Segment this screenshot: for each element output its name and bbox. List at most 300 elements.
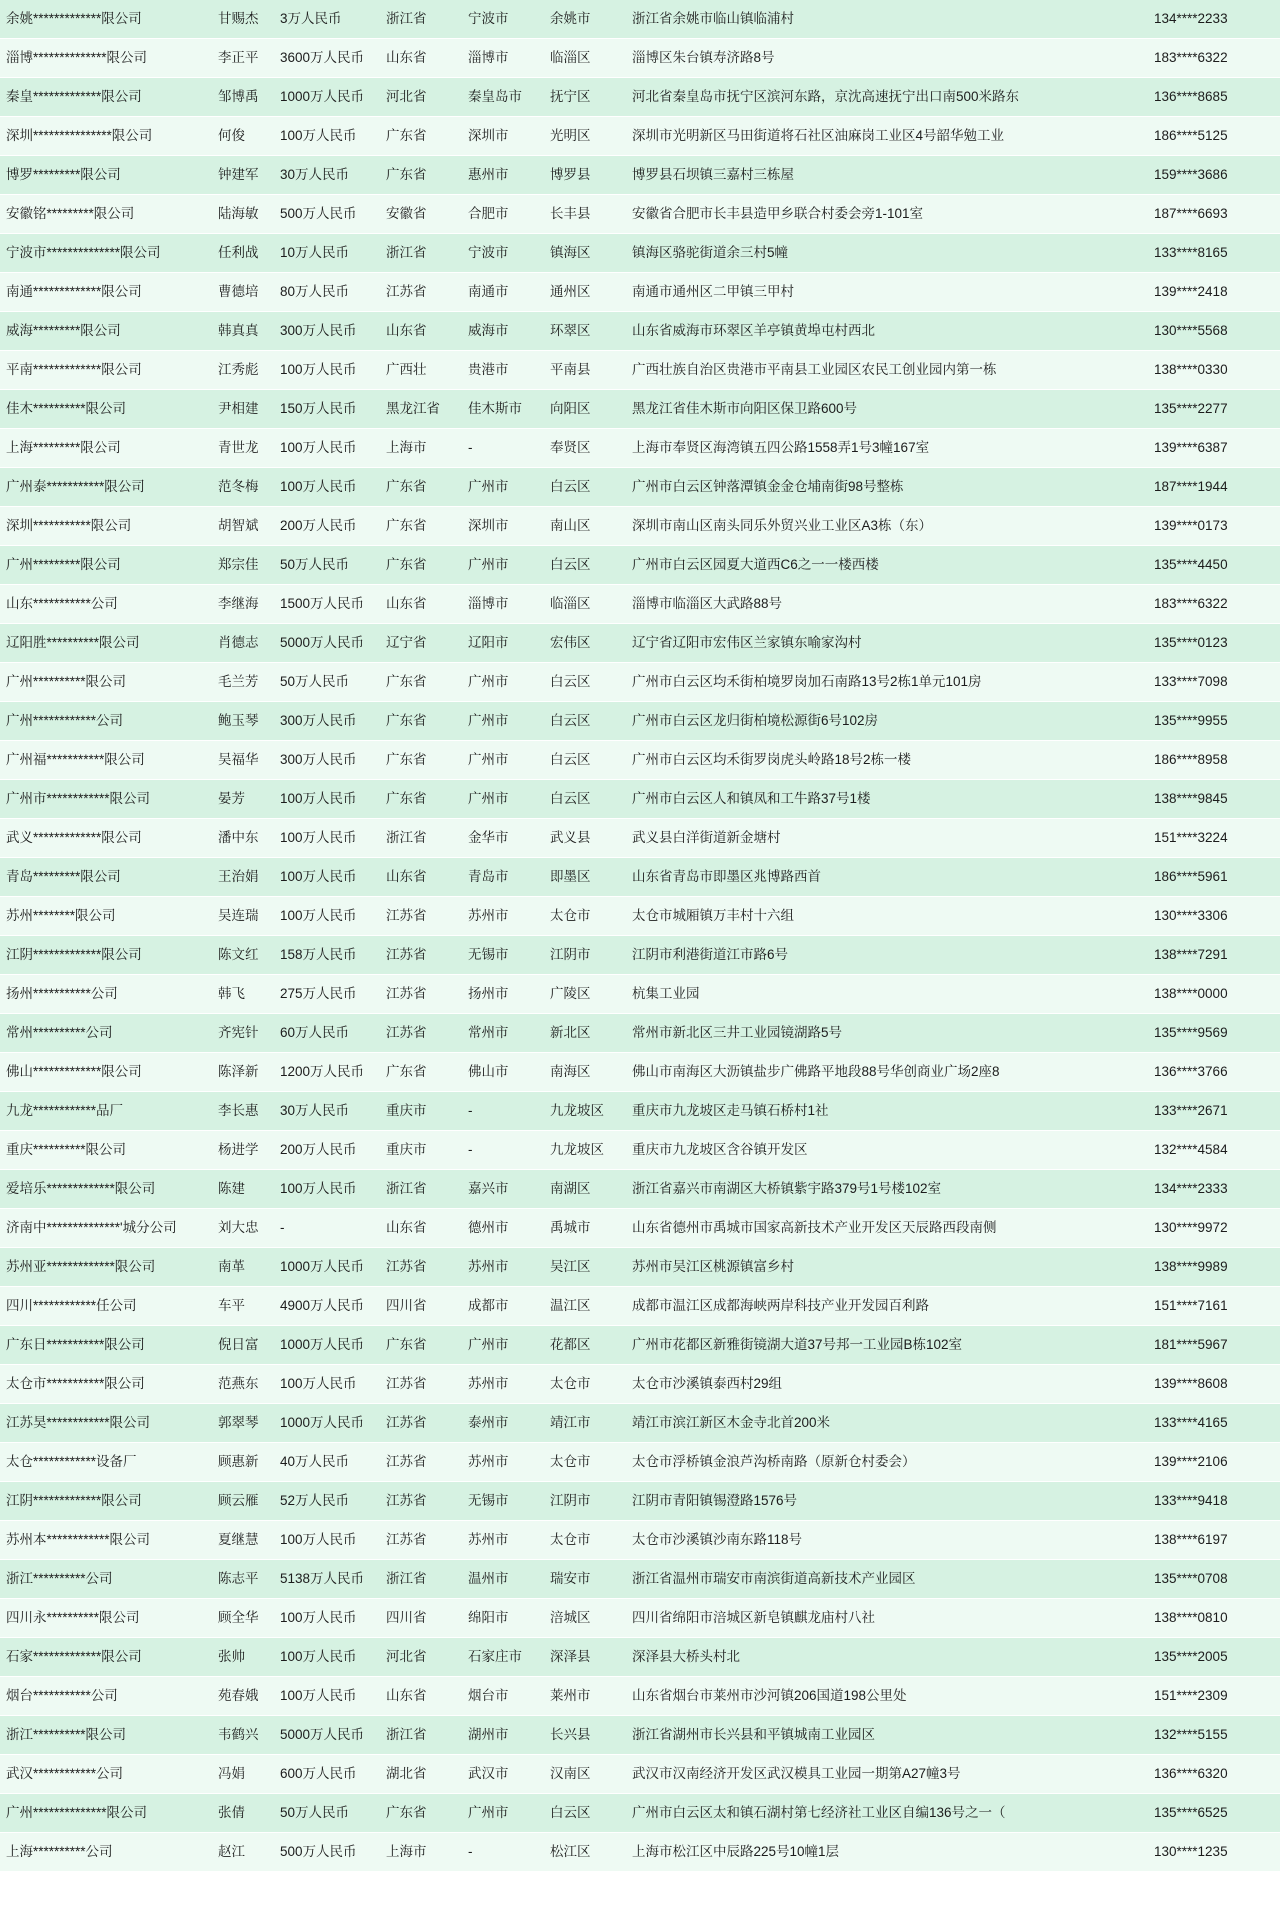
- cell-phone: 139****0173: [1148, 507, 1280, 546]
- cell-province: 江苏省: [380, 1482, 462, 1521]
- cell-capital: 50万人民币: [274, 1794, 380, 1833]
- cell-address: 重庆市九龙坡区含谷镇开发区: [626, 1131, 1148, 1170]
- cell-company: 江阴*************限公司: [0, 936, 212, 975]
- cell-address: 山东省烟台市莱州市沙河镇206国道198公里处: [626, 1677, 1148, 1716]
- cell-company: 平南*************限公司: [0, 351, 212, 390]
- cell-capital: 600万人民币: [274, 1755, 380, 1794]
- cell-city: 淄博市: [462, 39, 544, 78]
- cell-province: 浙江省: [380, 819, 462, 858]
- cell-district: 平南县: [544, 351, 626, 390]
- cell-person: 倪日富: [212, 1326, 274, 1365]
- cell-province: 广东省: [380, 1053, 462, 1092]
- cell-province: 安徽省: [380, 195, 462, 234]
- cell-person: 车平: [212, 1287, 274, 1326]
- cell-person: 冯娟: [212, 1755, 274, 1794]
- cell-city: 佳木斯市: [462, 390, 544, 429]
- cell-province: 广东省: [380, 741, 462, 780]
- cell-capital: 100万人民币: [274, 897, 380, 936]
- cell-capital: 1000万人民币: [274, 1326, 380, 1365]
- cell-address: 靖江市滨江新区木金寺北首200米: [626, 1404, 1148, 1443]
- cell-phone: 138****7291: [1148, 936, 1280, 975]
- cell-person: 郑宗佳: [212, 546, 274, 585]
- cell-company: 威海*********限公司: [0, 312, 212, 351]
- cell-company: 浙江**********公司: [0, 1560, 212, 1599]
- cell-district: 温江区: [544, 1287, 626, 1326]
- cell-address: 深圳市南山区南头同乐外贸兴业工业区A3栋（东）: [626, 507, 1148, 546]
- table-row: [0, 1794, 1280, 1833]
- cell-phone: 187****6693: [1148, 195, 1280, 234]
- cell-district: 涪城区: [544, 1599, 626, 1638]
- cell-city: 德州市: [462, 1209, 544, 1248]
- table-row: [0, 1092, 1280, 1131]
- cell-province: 浙江省: [380, 1170, 462, 1209]
- cell-company: 常州**********公司: [0, 1014, 212, 1053]
- cell-district: 南湖区: [544, 1170, 626, 1209]
- table-row: [0, 1287, 1280, 1326]
- cell-district: 博罗县: [544, 156, 626, 195]
- cell-address: 深泽县大桥头村北: [626, 1638, 1148, 1677]
- cell-capital: 1000万人民币: [274, 78, 380, 117]
- cell-city: 金华市: [462, 819, 544, 858]
- cell-district: 长兴县: [544, 1716, 626, 1755]
- cell-person: 范冬梅: [212, 468, 274, 507]
- cell-capital: -: [274, 1209, 380, 1248]
- cell-capital: 1000万人民币: [274, 1404, 380, 1443]
- cell-district: 江阴市: [544, 936, 626, 975]
- cell-province: 浙江省: [380, 1716, 462, 1755]
- cell-capital: 1200万人民币: [274, 1053, 380, 1092]
- cell-phone: 133****9418: [1148, 1482, 1280, 1521]
- cell-capital: 10万人民币: [274, 234, 380, 273]
- cell-city: 成都市: [462, 1287, 544, 1326]
- cell-province: 江苏省: [380, 1443, 462, 1482]
- table-row: [0, 897, 1280, 936]
- cell-company: 淄博**************限公司: [0, 39, 212, 78]
- cell-company: 太仓市***********限公司: [0, 1365, 212, 1404]
- cell-person: 齐宪针: [212, 1014, 274, 1053]
- cell-district: 宏伟区: [544, 624, 626, 663]
- cell-city: 广州市: [462, 780, 544, 819]
- cell-company: 扬州***********公司: [0, 975, 212, 1014]
- cell-district: 抚宁区: [544, 78, 626, 117]
- table-row: [0, 1833, 1280, 1872]
- cell-district: 南海区: [544, 1053, 626, 1092]
- cell-city: -: [462, 429, 544, 468]
- cell-province: 浙江省: [380, 234, 462, 273]
- cell-address: 山东省德州市禹城市国家高新技术产业开发区天辰路西段南侧: [626, 1209, 1148, 1248]
- cell-company: 九龙************品厂: [0, 1092, 212, 1131]
- cell-city: 合肥市: [462, 195, 544, 234]
- cell-person: 胡智斌: [212, 507, 274, 546]
- cell-district: 花都区: [544, 1326, 626, 1365]
- cell-company: 山东***********公司: [0, 585, 212, 624]
- cell-province: 江苏省: [380, 1521, 462, 1560]
- cell-company: 安徽铭*********限公司: [0, 195, 212, 234]
- cell-phone: 130****5568: [1148, 312, 1280, 351]
- cell-city: -: [462, 1833, 544, 1872]
- cell-district: 白云区: [544, 780, 626, 819]
- cell-phone: 133****4165: [1148, 1404, 1280, 1443]
- cell-district: 深泽县: [544, 1638, 626, 1677]
- cell-district: 白云区: [544, 546, 626, 585]
- cell-person: 南革: [212, 1248, 274, 1287]
- cell-province: 广西壮: [380, 351, 462, 390]
- cell-company: 武义*************限公司: [0, 819, 212, 858]
- cell-phone: 139****2106: [1148, 1443, 1280, 1482]
- cell-address: 淄博市临淄区大武路88号: [626, 585, 1148, 624]
- cell-capital: 300万人民币: [274, 312, 380, 351]
- cell-person: 李长惠: [212, 1092, 274, 1131]
- cell-city: 苏州市: [462, 1365, 544, 1404]
- cell-person: 夏继慧: [212, 1521, 274, 1560]
- cell-district: 向阳区: [544, 390, 626, 429]
- cell-district: 莱州市: [544, 1677, 626, 1716]
- cell-district: 新北区: [544, 1014, 626, 1053]
- cell-phone: 183****6322: [1148, 39, 1280, 78]
- cell-phone: 138****0330: [1148, 351, 1280, 390]
- cell-city: 烟台市: [462, 1677, 544, 1716]
- cell-company: 广州泰***********限公司: [0, 468, 212, 507]
- cell-district: 太仓市: [544, 1443, 626, 1482]
- cell-province: 广东省: [380, 780, 462, 819]
- cell-phone: 133****2671: [1148, 1092, 1280, 1131]
- cell-person: 吴连瑞: [212, 897, 274, 936]
- cell-district: 白云区: [544, 741, 626, 780]
- table-row: [0, 1482, 1280, 1521]
- cell-address: 河北省秦皇岛市抚宁区滨河东路，京沈高速抚宁出口南500米路东: [626, 78, 1148, 117]
- cell-city: 南通市: [462, 273, 544, 312]
- cell-company: 广州**************限公司: [0, 1794, 212, 1833]
- cell-city: 苏州市: [462, 1443, 544, 1482]
- cell-district: 环翠区: [544, 312, 626, 351]
- cell-person: 青世龙: [212, 429, 274, 468]
- cell-phone: 135****9569: [1148, 1014, 1280, 1053]
- cell-city: 温州市: [462, 1560, 544, 1599]
- cell-phone: 133****7098: [1148, 663, 1280, 702]
- table-row: [0, 195, 1280, 234]
- cell-address: 武汉市汉南经济开发区武汉模具工业园一期第A27幢3号: [626, 1755, 1148, 1794]
- table-row: [0, 1209, 1280, 1248]
- table-row: [0, 1443, 1280, 1482]
- cell-city: 威海市: [462, 312, 544, 351]
- cell-phone: 181****5967: [1148, 1326, 1280, 1365]
- cell-province: 河北省: [380, 78, 462, 117]
- cell-city: -: [462, 1131, 544, 1170]
- cell-city: 广州市: [462, 1326, 544, 1365]
- cell-capital: 100万人民币: [274, 780, 380, 819]
- cell-person: 吴福华: [212, 741, 274, 780]
- table-row: [0, 546, 1280, 585]
- cell-person: 郭翠琴: [212, 1404, 274, 1443]
- cell-phone: 183****6322: [1148, 585, 1280, 624]
- cell-address: 深圳市光明新区马田街道将石社区油麻岗工业区4号韶华勉工业: [626, 117, 1148, 156]
- cell-city: 宁波市: [462, 234, 544, 273]
- cell-province: 山东省: [380, 312, 462, 351]
- cell-district: 镇海区: [544, 234, 626, 273]
- table-row: [0, 1014, 1280, 1053]
- cell-address: 太仓市浮桥镇金浪芦沟桥南路（原新仓村委会）: [626, 1443, 1148, 1482]
- cell-capital: 100万人民币: [274, 1521, 380, 1560]
- cell-person: 韩真真: [212, 312, 274, 351]
- cell-phone: 135****4450: [1148, 546, 1280, 585]
- table-row: [0, 1053, 1280, 1092]
- cell-company: 辽阳胜**********限公司: [0, 624, 212, 663]
- cell-phone: 139****8608: [1148, 1365, 1280, 1404]
- table-row: [0, 234, 1280, 273]
- cell-capital: 40万人民币: [274, 1443, 380, 1482]
- cell-province: 江苏省: [380, 1014, 462, 1053]
- cell-district: 太仓市: [544, 1365, 626, 1404]
- cell-person: 陈志平: [212, 1560, 274, 1599]
- cell-phone: 132****4584: [1148, 1131, 1280, 1170]
- cell-person: 陈文红: [212, 936, 274, 975]
- cell-address: 四川省绵阳市涪城区新皂镇麒龙庙村八社: [626, 1599, 1148, 1638]
- cell-company: 四川永**********限公司: [0, 1599, 212, 1638]
- cell-person: 陆海敏: [212, 195, 274, 234]
- cell-address: 黑龙江省佳木斯市向阳区保卫路600号: [626, 390, 1148, 429]
- cell-address: 浙江省嘉兴市南湖区大桥镇紫宇路379号1号楼102室: [626, 1170, 1148, 1209]
- cell-company: 太仓************设备厂: [0, 1443, 212, 1482]
- cell-city: 广州市: [462, 741, 544, 780]
- cell-capital: 5000万人民币: [274, 624, 380, 663]
- cell-province: 上海市: [380, 1833, 462, 1872]
- cell-province: 山东省: [380, 1677, 462, 1716]
- cell-person: 李继海: [212, 585, 274, 624]
- cell-capital: 4900万人民币: [274, 1287, 380, 1326]
- cell-phone: 133****8165: [1148, 234, 1280, 273]
- cell-capital: 100万人民币: [274, 1599, 380, 1638]
- table-row: [0, 1131, 1280, 1170]
- cell-capital: 200万人民币: [274, 1131, 380, 1170]
- cell-phone: 135****6525: [1148, 1794, 1280, 1833]
- cell-company: 浙江**********限公司: [0, 1716, 212, 1755]
- table-row: [0, 390, 1280, 429]
- cell-province: 广东省: [380, 546, 462, 585]
- cell-province: 江苏省: [380, 273, 462, 312]
- cell-person: 潘中东: [212, 819, 274, 858]
- cell-capital: 60万人民币: [274, 1014, 380, 1053]
- cell-province: 广东省: [380, 468, 462, 507]
- cell-person: 顾全华: [212, 1599, 274, 1638]
- table-row: [0, 1677, 1280, 1716]
- cell-phone: 186****5125: [1148, 117, 1280, 156]
- cell-city: 广州市: [462, 663, 544, 702]
- cell-city: 贵港市: [462, 351, 544, 390]
- cell-city: 广州市: [462, 468, 544, 507]
- cell-person: 韦鹤兴: [212, 1716, 274, 1755]
- cell-address: 浙江省余姚市临山镇临浦村: [626, 0, 1148, 39]
- table-row: [0, 702, 1280, 741]
- table-row: [0, 624, 1280, 663]
- cell-phone: 159****3686: [1148, 156, 1280, 195]
- cell-district: 广陵区: [544, 975, 626, 1014]
- cell-company: 苏州本************限公司: [0, 1521, 212, 1560]
- cell-phone: 151****3224: [1148, 819, 1280, 858]
- cell-capital: 1000万人民币: [274, 1248, 380, 1287]
- cell-person: 王治娟: [212, 858, 274, 897]
- cell-address: 成都市温江区成都海峡两岸科技产业开发园百利路: [626, 1287, 1148, 1326]
- cell-address: 常州市新北区三井工业园镜湖路5号: [626, 1014, 1148, 1053]
- cell-city: 淄博市: [462, 585, 544, 624]
- cell-phone: 186****5961: [1148, 858, 1280, 897]
- cell-phone: 151****7161: [1148, 1287, 1280, 1326]
- cell-province: 浙江省: [380, 0, 462, 39]
- cell-district: 白云区: [544, 702, 626, 741]
- cell-district: 靖江市: [544, 1404, 626, 1443]
- cell-company: 青岛*********限公司: [0, 858, 212, 897]
- cell-province: 黑龙江省: [380, 390, 462, 429]
- cell-company: 石家*************限公司: [0, 1638, 212, 1677]
- cell-person: 苑春娥: [212, 1677, 274, 1716]
- cell-city: 佛山市: [462, 1053, 544, 1092]
- cell-province: 广东省: [380, 1794, 462, 1833]
- cell-province: 广东省: [380, 663, 462, 702]
- cell-address: 武义县白洋街道新金塘村: [626, 819, 1148, 858]
- cell-phone: 135****2005: [1148, 1638, 1280, 1677]
- cell-province: 山东省: [380, 585, 462, 624]
- cell-address: 广州市白云区龙归街柏境松源街6号102房: [626, 702, 1148, 741]
- cell-phone: 138****6197: [1148, 1521, 1280, 1560]
- cell-phone: 138****9989: [1148, 1248, 1280, 1287]
- cell-phone: 130****3306: [1148, 897, 1280, 936]
- cell-capital: 275万人民币: [274, 975, 380, 1014]
- cell-province: 山东省: [380, 39, 462, 78]
- cell-province: 江苏省: [380, 975, 462, 1014]
- table-row: [0, 1326, 1280, 1365]
- cell-province: 湖北省: [380, 1755, 462, 1794]
- table-row: [0, 1521, 1280, 1560]
- cell-person: 江秀彪: [212, 351, 274, 390]
- cell-person: 尹相建: [212, 390, 274, 429]
- cell-district: 九龙坡区: [544, 1131, 626, 1170]
- cell-city: 嘉兴市: [462, 1170, 544, 1209]
- table-row: [0, 0, 1280, 39]
- cell-city: 秦皇岛市: [462, 78, 544, 117]
- cell-company: 广州**********限公司: [0, 663, 212, 702]
- table-row: [0, 780, 1280, 819]
- cell-address: 山东省青岛市即墨区兆博路西首: [626, 858, 1148, 897]
- table-row: [0, 39, 1280, 78]
- cell-phone: 135****2277: [1148, 390, 1280, 429]
- cell-person: 晏芳: [212, 780, 274, 819]
- cell-address: 广州市花都区新雅街镜湖大道37号邦一工业园B栋102室: [626, 1326, 1148, 1365]
- cell-address: 南通市通州区二甲镇三甲村: [626, 273, 1148, 312]
- table-row: [0, 1716, 1280, 1755]
- cell-capital: 100万人民币: [274, 819, 380, 858]
- cell-city: 扬州市: [462, 975, 544, 1014]
- cell-province: 四川省: [380, 1599, 462, 1638]
- cell-person: 张帅: [212, 1638, 274, 1677]
- table-row: [0, 819, 1280, 858]
- cell-province: 重庆市: [380, 1131, 462, 1170]
- cell-district: 余姚市: [544, 0, 626, 39]
- cell-person: 顾云雁: [212, 1482, 274, 1521]
- cell-company: 苏州********限公司: [0, 897, 212, 936]
- table-row: [0, 312, 1280, 351]
- table-row: [0, 468, 1280, 507]
- cell-district: 长丰县: [544, 195, 626, 234]
- cell-capital: 300万人民币: [274, 741, 380, 780]
- cell-city: 青岛市: [462, 858, 544, 897]
- cell-phone: 138****0810: [1148, 1599, 1280, 1638]
- cell-city: -: [462, 1092, 544, 1131]
- table-row: [0, 1248, 1280, 1287]
- cell-province: 江苏省: [380, 1365, 462, 1404]
- cell-phone: 151****2309: [1148, 1677, 1280, 1716]
- cell-district: 武义县: [544, 819, 626, 858]
- cell-person: 杨进学: [212, 1131, 274, 1170]
- cell-person: 顾惠新: [212, 1443, 274, 1482]
- cell-capital: 50万人民币: [274, 546, 380, 585]
- table-row: [0, 273, 1280, 312]
- table-row: [0, 117, 1280, 156]
- cell-company: 深圳***********限公司: [0, 507, 212, 546]
- cell-address: 上海市松江区中辰路225号10幢1层: [626, 1833, 1148, 1872]
- table-row: [0, 741, 1280, 780]
- cell-address: 重庆市九龙坡区走马镇石桥村1社: [626, 1092, 1148, 1131]
- cell-capital: 100万人民币: [274, 1638, 380, 1677]
- cell-address: 广州市白云区人和镇凤和工牛路37号1楼: [626, 780, 1148, 819]
- table-row: [0, 1365, 1280, 1404]
- cell-city: 无锡市: [462, 1482, 544, 1521]
- cell-person: 任利战: [212, 234, 274, 273]
- cell-address: 广州市白云区均禾街罗岗虎头岭路18号2栋一楼: [626, 741, 1148, 780]
- cell-capital: 50万人民币: [274, 663, 380, 702]
- cell-address: 浙江省温州市瑞安市南滨街道高新技术产业园区: [626, 1560, 1148, 1599]
- cell-phone: 186****8958: [1148, 741, 1280, 780]
- cell-person: 鲍玉琴: [212, 702, 274, 741]
- cell-city: 辽阳市: [462, 624, 544, 663]
- cell-address: 苏州市吴江区桃源镇富乡村: [626, 1248, 1148, 1287]
- cell-province: 河北省: [380, 1638, 462, 1677]
- table-row: [0, 78, 1280, 117]
- cell-district: 即墨区: [544, 858, 626, 897]
- cell-district: 吴江区: [544, 1248, 626, 1287]
- cell-city: 石家庄市: [462, 1638, 544, 1677]
- cell-company: 广东日***********限公司: [0, 1326, 212, 1365]
- cell-capital: 5000万人民币: [274, 1716, 380, 1755]
- cell-capital: 100万人民币: [274, 1170, 380, 1209]
- table-row: [0, 1599, 1280, 1638]
- table-row: [0, 858, 1280, 897]
- cell-province: 浙江省: [380, 1560, 462, 1599]
- cell-phone: 135****9955: [1148, 702, 1280, 741]
- cell-district: 白云区: [544, 1794, 626, 1833]
- cell-capital: 200万人民币: [274, 507, 380, 546]
- table-row: [0, 663, 1280, 702]
- cell-company: 江阴*************限公司: [0, 1482, 212, 1521]
- cell-district: 临淄区: [544, 39, 626, 78]
- table-row: [0, 507, 1280, 546]
- cell-city: 广州市: [462, 546, 544, 585]
- cell-city: 武汉市: [462, 1755, 544, 1794]
- cell-province: 山东省: [380, 858, 462, 897]
- cell-capital: 80万人民币: [274, 273, 380, 312]
- cell-phone: 134****2233: [1148, 0, 1280, 39]
- cell-company: 余姚*************限公司: [0, 0, 212, 39]
- cell-province: 辽宁省: [380, 624, 462, 663]
- cell-capital: 5138万人民币: [274, 1560, 380, 1599]
- cell-phone: 138****9845: [1148, 780, 1280, 819]
- cell-address: 江阴市青阳镇锡澄路1576号: [626, 1482, 1148, 1521]
- cell-address: 上海市奉贤区海湾镇五四公路1558弄1号3幢167室: [626, 429, 1148, 468]
- cell-phone: 136****6320: [1148, 1755, 1280, 1794]
- cell-company: 广州市************限公司: [0, 780, 212, 819]
- cell-address: 太仓市沙溪镇沙南东路118号: [626, 1521, 1148, 1560]
- table-row: [0, 1170, 1280, 1209]
- cell-person: 肖德志: [212, 624, 274, 663]
- cell-city: 广州市: [462, 702, 544, 741]
